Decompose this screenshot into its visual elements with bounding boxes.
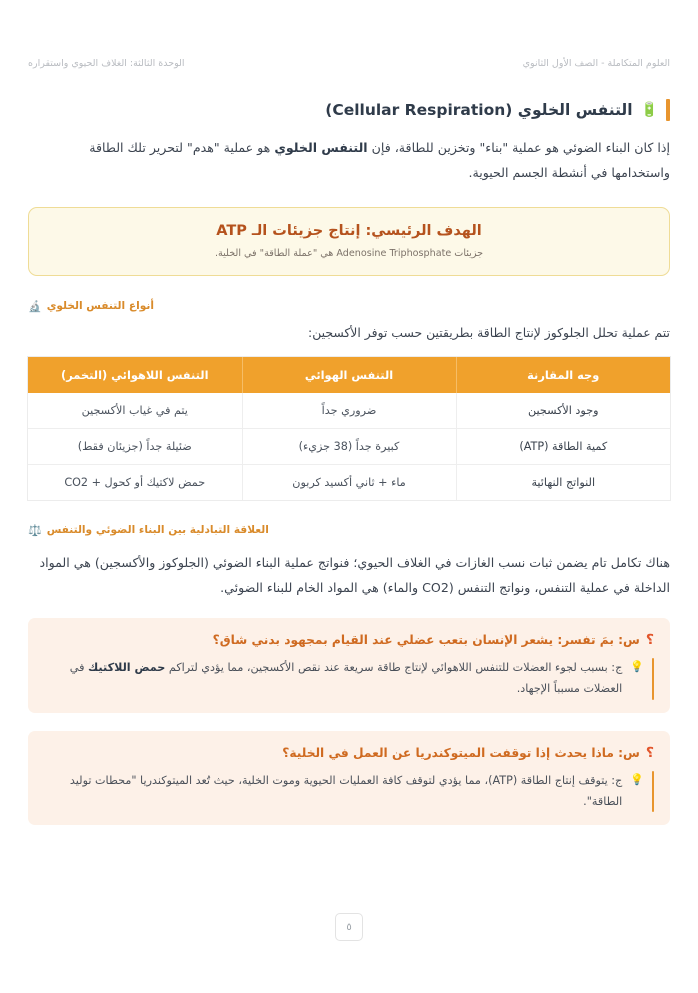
page-number-container [0,913,698,941]
question-mark-icon: ؟ [645,632,654,649]
qa-question-2 [44,743,654,764]
table-row [28,429,670,465]
qa-accent-bar [652,771,654,812]
qa-box-2 [28,731,670,825]
qa-question-1 [44,630,654,651]
section-heading-types-text: أنواع التنفس الخلوي [46,300,154,313]
running-header-right: الوحدة الثالثة: الغلاف الحيوي واستقراره [28,58,185,69]
running-header-left: العلوم المتكاملة - الصف الأول الثانوي [522,58,670,69]
page-number: ٥ [335,913,363,941]
lightbulb-icon: 💡 [630,772,644,786]
table-cell-0-0: وجود الأكسجين [456,393,670,429]
qa-answer-2-part-1: ج: يتوقف إنتاج الطاقة (ATP)، مما يؤدي لتوقف كافة العمليات الحيوية وموت الخلية، حيث تُعد الميتوكندريا "محطات توليد الطاقة". [69,773,623,808]
microscope-icon: 🔬 [28,299,42,313]
section-heading-types [28,300,670,312]
table-cell-1-0: كمية الطاقة (ATP) [456,429,670,465]
atp-callout-subtitle: جزيئات Adenosine Triphosphate هي "عملة الطاقة" في الخلية. [214,247,484,259]
table-cell-0-2: يتم في غياب الأكسجين [28,393,242,429]
qa-answer-2-wrapper [44,771,654,812]
relation-paragraph: هناك تكامل تام يضمن ثبات نسب الغازات في الغلاف الحيوي؛ فنواتج عملية البناء الضوئي (الجلوكوز والأكسجين) هي المواد الداخلة في عملية التنفس، ونواتج التنفس (CO2 والماء) هي المواد الخام للبناء الضوئي. [39,555,670,596]
qa-accent-bar [652,658,654,699]
table-cell-2-2: حمض لاكتيك أو كحول + CO2 [28,465,242,501]
table-row [28,465,670,501]
title-accent-bar [666,99,670,121]
intro-paragraph [28,135,670,185]
battery-icon: 🔋 [640,102,658,118]
qa-box-1 [28,618,670,712]
table-cell-2-1: ماء + ثاني أكسيد كربون [242,465,456,501]
intro-part-2: هو عملية "هدم" لتحرير تلك الطاقة واستخدامها في أنشطة الجسم الحيوية. [89,140,670,181]
lightbulb-icon: 💡 [630,660,644,674]
table-header-cell-0: وجه المقارنة [456,357,670,393]
qa-answer-1-part-1: ج: بسبب لجوء العضلات للتنفس اللاهوائي لإنتاج طاقة سريعة عند نقص الأكسجين، مما يؤدي لتراكم [165,661,623,675]
question-mark-icon: ؟ [645,744,654,761]
qa-question-2-text: س: ماذا يحدث إذا توقفت الميتوكندريا عن العمل في الخلية؟ [282,745,640,760]
atp-callout-box [28,207,670,276]
balance-scale-icon: ⚖️ [28,523,42,537]
qa-answer-2-text [44,771,622,812]
atp-callout-title: الهدف الرئيسي: إنتاج جزيئات الـ ATP [216,223,482,240]
section-heading-relation-text: العلاقة التبادلية بين البناء الضوئي والتنفس [46,524,269,537]
page-title [28,99,670,121]
table-header-row [28,357,670,393]
qa-answer-1-bold: حمض اللاكتيك [88,661,166,675]
table-lead-text: تتم عملية تحلل الجلوكوز لإنتاج الطاقة بطريقتين حسب توفر الأكسجين: [308,325,670,341]
section-heading-relation [28,524,670,536]
intro-bold-term: التنفس الخلوي [274,140,368,155]
table-cell-2-0: النواتج النهائية [456,465,670,501]
table-cell-1-1: كبيرة جداً (38 جزيء) [242,429,456,465]
page-title-text: التنفس الخلوي (Cellular Respiration) [325,101,633,119]
table-header-cell-2: التنفس اللاهوائي (التخمر) [28,357,242,393]
qa-question-1-text: س: بمَ تفسر: يشعر الإنسان بتعب عضلي عند القيام بمجهود بدني شاق؟ [212,633,640,648]
running-header [28,0,670,69]
qa-answer-1-part-2: في العضلات مسبباً الإجهاد. [69,661,623,696]
comparison-table [28,357,670,500]
table-row [28,393,670,429]
table-cell-1-2: ضئيلة جداً (جزيئان فقط) [28,429,242,465]
qa-answer-1-wrapper [44,658,654,699]
table-cell-0-1: ضروري جداً [242,393,456,429]
table-header-cell-1: التنفس الهوائي [242,357,456,393]
intro-part-1: إذا كان البناء الضوئي هو عملية "بناء" وتخزين للطاقة، فإن [367,140,670,155]
qa-answer-1-text [44,658,622,699]
